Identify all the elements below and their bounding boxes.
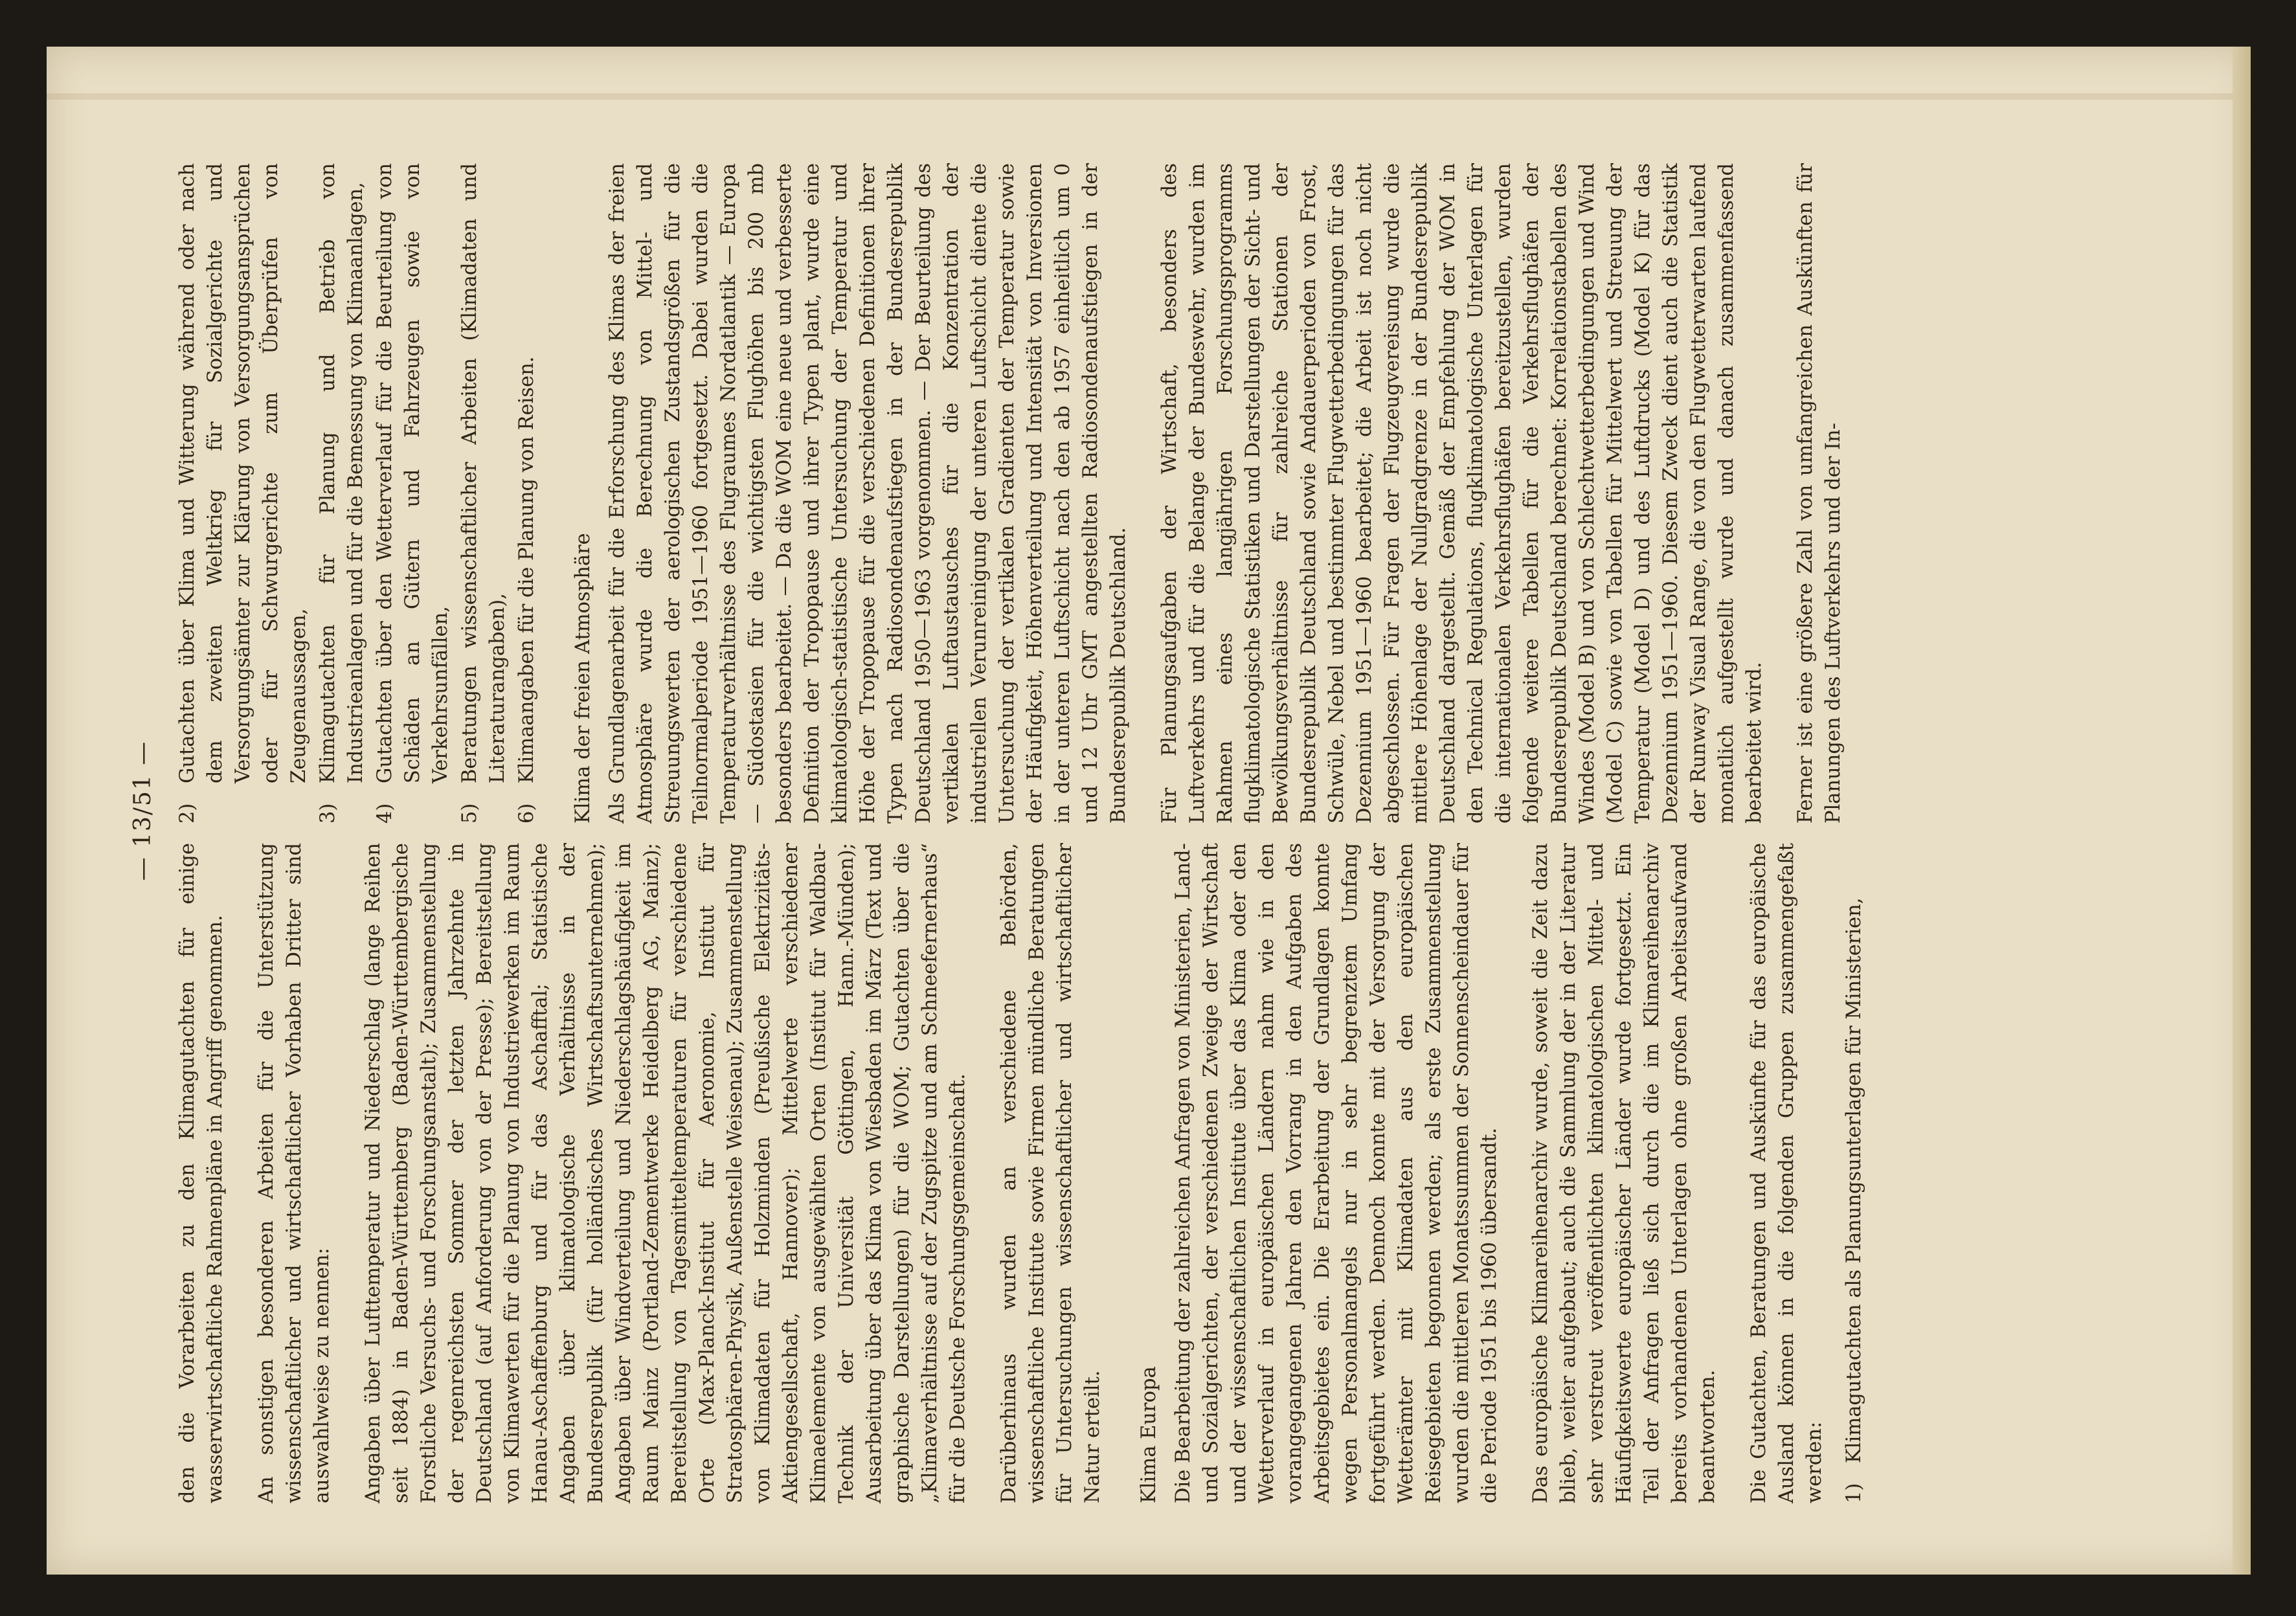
list-item-text: Gutachten über den Wetterverlauf für die Beurteilung von Schäden an Gütern und Fahrzeugen sowie von Verkehrsunfällen, <box>374 163 452 783</box>
section-heading: Klima der freien Atmosphäre <box>572 533 594 824</box>
list-item-text: Klimagutachten als Planungsunterlagen für Ministerien, <box>1843 897 1865 1463</box>
paragraph: Angaben über Lufttemperatur und Niederschlag (lange Reihen seit 1884) in Baden-Württemberg (Baden-Württembergische Forstliche Versuchs- und Forschungsanstalt); Zusammenstellung der regenreichsten Sommer der letzten Jahrzehnte in Deutschland (auf Anforderung von der Presse); Bereitstellung von Klimawerten für die Planung von Industriewerken im Raum Hanau-Aschaffenburg und für das Aschafftal; Statistische Angaben über klimatologische Verhältnisse in der Bundesrepublik (für holländisches Wirtschaftsunternehmen); Angaben über Windverteilung und Niederschlagshäufigkeit im Raum Mainz (Portland-Zementwerke Heidelberg AG, Mainz); Bereitstellung von Tagesmitteltemperaturen für verschiedene Orte (Max-Planck-Institut für Aeronomie, Institut für Stratosphären-Physik, Außenstelle Weisenau); Zusammenstellung von Klimadaten für Holzminden (Preußische Elektrizitäts-Aktiengesellschaft, Hannover); Mittelwerte verschiedener Klimaelemente von ausgewählten Orten (Institut für Waldbau-Technik der Universität Göttingen, Hann.-Münden); Ausarbeitung über das Klima von Wiesbaden im März (Text und graphische Darstellungen) für die WOM; Gutachten über die „Klimaverhältnisse auf der Zugspitze und am Schneefernerhaus“ für die Deutsche Forschungsgemeinschaft. <box>362 843 969 1503</box>
list-item <box>314 163 370 824</box>
page-number: — 13/51 — <box>129 740 156 881</box>
list-item <box>371 163 455 824</box>
list-item-text: Klimagutachten für Planung und Betrieb von Industrieanlagen und für die Bemessung von Klimaanlagen, <box>317 163 367 783</box>
paragraph: Darüberhinaus wurden an verschiedene Behörden, wissenschaftliche Institute sowie Firmen mündliche Beratungen für Untersuchungen wissenschaftlicher und wirtschaftlicher Natur erteilt. <box>998 843 1104 1503</box>
list-item-number: 1) <box>1843 1483 1865 1503</box>
list-item <box>456 163 512 824</box>
list-item-number: 3) <box>317 803 339 824</box>
list-item-number: 5) <box>458 803 481 824</box>
numbered-list <box>174 163 541 824</box>
list-item-number: 6) <box>515 803 538 824</box>
paragraph: Das europäische Klimareihenarchiv wurde, soweit die Zeit dazu blieb, weiter aufgebaut; auch die Sammlung der in der Literatur sehr verstreut veröffentlichten klimatologischen Mittel- und Häufigkeitswerte europäischer Länder wurde fortgesetzt. Ein Teil der Anfragen ließ sich durch die im Klimareihenarchiv bereits vorhandenen Unterlagen ohne großen Arbeitsaufwand beantworten. <box>1529 843 1719 1503</box>
left-column <box>174 843 1878 1503</box>
list-item-text: Beratungen wissenschaftlicher Arbeiten (Klimadaten und Literaturangaben), <box>458 163 509 783</box>
section-heading: Klima Europa <box>1138 1366 1160 1503</box>
list-item-number: 4) <box>374 803 396 824</box>
list-item <box>1840 843 1868 1503</box>
paragraph: Für Planungsaufgaben der Wirtschaft, besonders des Luftverkehrs und für die Belange der Bundeswehr, wurden im Rahmen eines langjährigen Forschungsprogramms flugklimatologische Statistiken und Darstellungen der Sicht- und Bewölkungsverhältnisse für zahlreiche Stationen der Bundesrepublik Deutschland sowie Andauerperioden von Frost, Schwüle, Nebel und bestimmter Flugwetterbedingungen für das Dezennium 1951—1960 bearbeitet; die Arbeit ist noch nicht abgeschlossen. Für Fragen der Flugzeugvereisung wurde die mittlere Höhenlage der Nullgradgrenze in der Bundesrepublik Deutschland dargestellt. Gemäß der Empfehlung der WOM in den Technical Regulations, flugklimatologische Unterlagen für die internationalen Verkehrsflughäfen bereitzustellen, wurden folgende weitere Tabellen für die Verkehrsflughäfen der Bundesrepublik Deutschland berechnet: Korrelationstabellen des Windes (Model B) und von Schlechtwetterbedingungen und Wind (Model C) sowie von Tabellen für Mittelwert und Streuung der Temperatur (Model D) und des Luftdrucks (Model K) für das Dezennium 1951—1960. Diesem Zweck dient auch die Statistik der Runway Visual Range, die von den Flugwetterwarten laufend monatlich aufgestellt wurde und danach zusammenfassend bearbeitet wird. <box>1158 163 1766 824</box>
paragraph: Als Grundlagenarbeit für die Erforschung des Klimas der freien Atmosphäre wurde die Berechnung von Mittel- und Streuungswerten der aerologischen Zustandsgrößen für die Teilnormalperiode 1951—1960 fortgesetzt. Dabei wurden die Temperaturverhältnisse des Flugraumes Nordatlantik — Europa — Südostasien für die wichtigsten Flughöhen bis 200 mb besonders bearbeitet. — Da die WOM eine neue und verbesserte Definition der Tropopause und ihrer Typen plant, wurde eine klimatologisch-statistische Untersuchung der Temperatur und Höhe der Tropopause für die verschiedenen Definitionen ihrer Typen nach Radiosondenaufstiegen in der Bundesrepublik Deutschland 1950—1963 vorgenommen. — Der Beurteilung des vertikalen Luftaustausches für die Konzentration der industriellen Verunreinigung der unteren Luftschicht diente die Untersuchung der vertikalen Gradienten der Temperatur sowie der Häufigkeit, Höhenverteilung und Intensität von Inversionen in der unteren Luftschicht nach den ab 1957 einheitlich um 0 und 12 Uhr GMT angestellten Radiosondenaufstiegen in der Bundesrepublik Deutschland. <box>606 163 1130 824</box>
paragraph: den die Vorarbeiten zu den Klimagutachten für einige wasserwirtschaftliche Rahmenpläne in Angriff genommen. <box>176 843 227 1503</box>
paragraph: Die Gutachten, Beratungen und Auskünfte für das europäische Ausland können in die folgenden Gruppen zusammengefaßt werden: <box>1748 843 1826 1503</box>
paragraph: An sonstigen besonderen Arbeiten für die Unterstützung wissenschaftlicher und wirtschaftlicher Vorhaben Dritter sind auswahlweise zu nennen: <box>255 843 333 1503</box>
list-item <box>513 163 541 824</box>
document-page <box>47 47 2251 1575</box>
paragraph: Die Bearbeitung der zahlreichen Anfragen von Ministerien, Land- und Sozialgerichten, der verschiedenen Zweige der Wirtschaft und der wissenschaftlichen Institute über das Klima oder den Wetterverlauf in europäischen Ländern nahm wie in den vorangegangenen Jahren den Vorrang in den Aufgaben des Arbeitsgebietes ein. Die Erarbeitung der Grundlagen konnte wegen Personalmangels nur in sehr begrenztem Umfang fortgeführt werden. Dennoch konnte mit der Versorgung der Wetterämter mit Klimadaten aus den europäischen Reisegebieten begonnen werden; als erste Zusammenstellung wurden die mittleren Monatssummen der Sonnenscheindauer für die Periode 1951 bis 1960 übersandt. <box>1172 843 1501 1503</box>
list-item-text: Gutachten über Klima und Witterung während oder nach dem zweiten Weltkrieg für Sozialgerichte und Versorgungsämter zur Klärung von Versorgungsansprüchen oder für Schwurgerichte zum Überprüfen von Zeugenaussagen, <box>176 163 310 783</box>
list-item-text: Klimaangaben für die Planung von Reisen. <box>515 356 538 783</box>
numbered-list <box>1840 843 1868 1503</box>
rotated-text-layer <box>47 47 2251 1575</box>
paragraph: Ferner ist eine größere Zahl von umfangreichen Auskünften für Planungen des Luftverkehrs und der In- <box>1794 163 1845 824</box>
list-item-number: 2) <box>176 803 199 824</box>
list-item <box>174 163 313 824</box>
right-column <box>174 163 1859 824</box>
